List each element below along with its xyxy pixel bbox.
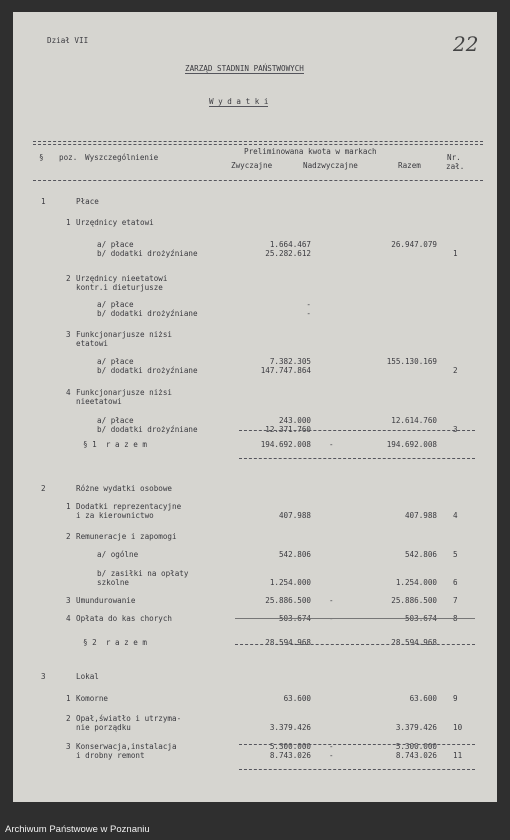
ordinary-amount: 407.988 — [278, 511, 311, 520]
position-number: 3 — [66, 742, 71, 751]
item-description: b/ dodatki drożyźniane — [97, 366, 198, 375]
ordinary-amount: 25.886.500 — [265, 596, 311, 605]
item-description: Urzędnicy etatowi — [76, 218, 154, 227]
total-amount: 5.300.000 — [395, 742, 437, 751]
position-number: 1 — [66, 218, 71, 227]
total-amount: 12.614.760 — [391, 416, 437, 425]
document-title: W y d a t k i — [209, 97, 269, 106]
item-description: a/ płace — [97, 416, 134, 425]
column-header-att-1: Nr. — [447, 153, 461, 162]
total-amount: 1.254.000 — [395, 578, 437, 587]
extraordinary-amount: - — [329, 440, 334, 449]
attachment-number: 2 — [453, 366, 458, 375]
item-description: nie porządku — [76, 723, 131, 732]
ordinary-amount: 25.282.612 — [265, 249, 311, 258]
ordinary-amount: 243.000 — [278, 416, 311, 425]
position-number: 2 — [66, 274, 71, 283]
total-amount: 3.379.426 — [395, 723, 437, 732]
column-header-ordinary: Zwyczajne — [231, 161, 273, 170]
position-number: 4 — [66, 388, 71, 397]
position-number: 3 — [66, 330, 71, 339]
attachment-number: 8 — [453, 614, 458, 623]
item-description: kontr.i dieturjusze — [76, 283, 163, 292]
ordinary-amount: 194.692.008 — [260, 440, 311, 449]
attachment-number: 11 — [453, 751, 463, 760]
ordinary-amount: 1.254.000 — [269, 578, 311, 587]
total-amount: 28.594.968 — [391, 638, 437, 647]
ordinary-amount: 8.743.026 — [269, 751, 311, 760]
attachment-number: 3 — [453, 425, 458, 434]
paragraph-number: 3 — [41, 672, 46, 681]
position-number: 4 — [66, 614, 71, 623]
ordinary-amount: 1.664.467 — [269, 240, 311, 249]
ordinary-amount: 28.594.968 — [265, 638, 311, 647]
item-description: i za kierownictwo — [76, 511, 154, 520]
institution-title: ZARZĄD STADNIN PAŃSTWOWYCH — [185, 64, 304, 73]
attachment-number: 10 — [453, 723, 463, 732]
extraordinary-amount: - — [329, 596, 334, 605]
item-description: Funkcjonarjusze niżsi — [76, 388, 173, 397]
item-description: a/ ogólne — [97, 550, 139, 559]
total-amount: 542.806 — [404, 550, 437, 559]
item-description: b/ dodatki drożyźniane — [97, 425, 198, 434]
item-description: Umundurowanie — [76, 596, 136, 605]
total-amount: 63.600 — [409, 694, 437, 703]
item-description: szkolne — [97, 578, 130, 587]
position-number: 2 — [66, 714, 71, 723]
ordinary-amount: - — [306, 309, 311, 318]
item-description: Opłata do kas chorych — [76, 614, 173, 623]
item-description: Komorne — [76, 694, 109, 703]
ordinary-amount: 7.382.305 — [269, 357, 311, 366]
item-description: nieetatowi — [76, 397, 122, 406]
extraordinary-amount: - — [329, 742, 334, 751]
item-description: Urzędnicy nieetatowi — [76, 274, 168, 283]
attachment-number: 9 — [453, 694, 458, 703]
attachment-number: 6 — [453, 578, 458, 587]
item-description: Różne wydatki osobowe — [76, 484, 173, 493]
ordinary-amount: 147.747.864 — [260, 366, 311, 375]
section-label: Dział VII — [47, 36, 89, 45]
ordinary-amount: 5.300.000 — [269, 742, 311, 751]
total-amount: 8.743.026 — [395, 751, 437, 760]
item-description: etatowi — [76, 339, 109, 348]
column-header-att-2: zał. — [446, 162, 465, 171]
total-amount: 155.130.169 — [386, 357, 437, 366]
paragraph-number: 1 — [41, 197, 46, 206]
sum1-top-rule — [239, 430, 475, 431]
column-header-extraordinary: Nadzwyczajne — [303, 161, 358, 170]
paragraph-number: 2 — [41, 484, 46, 493]
sum2-top-rule — [235, 618, 475, 619]
item-description: Funkcjonarjusze niżsi — [76, 330, 173, 339]
column-header-par: § — [39, 153, 44, 162]
sum3-bottom-rule — [239, 769, 475, 770]
position-number: 1 — [66, 502, 71, 511]
item-description: § 2 r a z e m — [83, 638, 148, 647]
ordinary-amount: 3.379.426 — [269, 723, 311, 732]
total-amount: 503.674 — [404, 614, 437, 623]
ordinary-amount: 503.674 — [278, 614, 311, 623]
ordinary-amount: - — [306, 300, 311, 309]
column-header-pos: poz. — [59, 153, 78, 162]
header-top-rule-2 — [33, 144, 483, 145]
sum1-bottom-rule — [239, 458, 475, 459]
item-description: b/ dodatki drożyźniane — [97, 249, 198, 258]
total-amount: 25.886.500 — [391, 596, 437, 605]
item-description: b/ dodatki drożyźniane — [97, 309, 198, 318]
ordinary-amount: 63.600 — [283, 694, 311, 703]
attachment-number: 1 — [453, 249, 458, 258]
total-amount: 26.947.079 — [391, 240, 437, 249]
column-header-desc: Wyszczególnienie — [85, 153, 159, 162]
column-header-total: Razem — [398, 161, 421, 170]
ordinary-amount: 542.806 — [278, 550, 311, 559]
item-description: Konserwacja,instalacja — [76, 742, 177, 751]
extraordinary-amount: - — [329, 751, 334, 760]
item-description: a/ płace — [97, 240, 134, 249]
ordinary-amount: 12.371.760 — [265, 425, 311, 434]
attachment-number: 5 — [453, 550, 458, 559]
position-number: 2 — [66, 532, 71, 541]
item-description: a/ płace — [97, 357, 134, 366]
header-bottom-rule — [33, 180, 483, 181]
item-description: a/ płace — [97, 300, 134, 309]
sum3-top-rule — [239, 744, 475, 745]
item-description: Lokal — [76, 672, 99, 681]
item-description: Opał,światło i utrzyma- — [76, 714, 182, 723]
total-amount: 407.988 — [404, 511, 437, 520]
document-page — [13, 12, 497, 802]
attachment-number: 7 — [453, 596, 458, 605]
item-description: Dodatki reprezentacyjne — [76, 502, 182, 511]
extraordinary-amount: - — [329, 614, 334, 623]
position-number: 1 — [66, 694, 71, 703]
item-description: Remuneracje i zapomogi — [76, 532, 177, 541]
attachment-number: 4 — [453, 511, 458, 520]
header-top-rule — [33, 141, 483, 142]
handwritten-page-number: 22 — [453, 32, 479, 56]
total-amount: 194.692.008 — [386, 440, 437, 449]
archive-name: Archiwum Państwowe w Poznaniu — [5, 824, 150, 835]
position-number: 3 — [66, 596, 71, 605]
item-description: b/ zasiłki na opłaty — [97, 569, 189, 578]
sum2-bottom-rule — [235, 644, 475, 645]
archive-footer — [0, 812, 510, 840]
column-header-group: Preliminowana kwota w markach — [244, 147, 377, 156]
item-description: i drobny remont — [76, 751, 145, 760]
item-description: § 1 r a z e m — [83, 440, 148, 449]
item-description: Płace — [76, 197, 99, 206]
